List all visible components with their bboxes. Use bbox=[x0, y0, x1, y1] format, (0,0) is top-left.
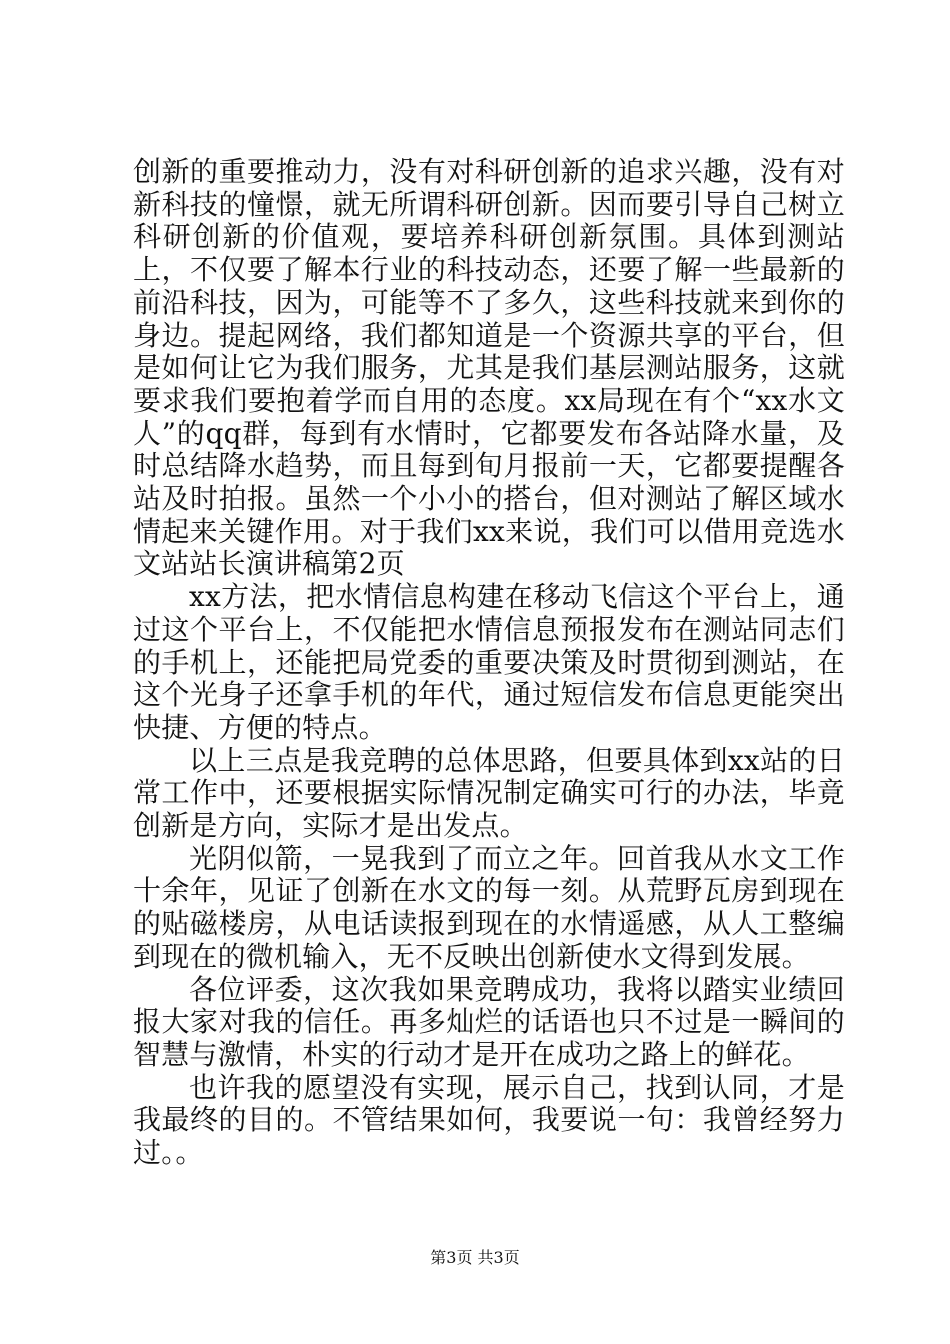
page-footer: 第3页 共3页 bbox=[430, 1248, 520, 1267]
paragraph-3: 以上三点是我竞聘的总体思路，但要具体到xx站的日常工作中，还要根据实际情况制定确实可行的办法，毕竟创新是方向，实际才是出发点。 bbox=[133, 743, 845, 843]
paragraph-2: xx方法，把水情信息构建在移动飞信这个平台上，通过这个平台上，不仅能把水情信息预报发布在测站同志们的手机上，还能把局党委的重要决策及时贯彻到测站，在这个光身子还拿手机的年代，通过短信发布信息更能突出快捷、方便的特点。 bbox=[133, 580, 845, 744]
paragraph-4: 光阴似箭，一晃我到了而立之年。回首我从水文工作十余年，见证了创新在水文的每一刻。从荒野瓦房到现在的贴磁楼房，从电话读报到现在的水情遥感，从人工整编到现在的微机输入，无不反映出创新使水文得到发展。 bbox=[133, 841, 845, 973]
document-body bbox=[133, 156, 845, 1170]
paragraph-6: 也许我的愿望没有实现，展示自己，找到认同，才是我最终的目的。不管结果如何，我要说一句：我曾经努力过。。 bbox=[133, 1070, 845, 1170]
paragraph-1: 创新的重要推动力，没有对科研创新的追求兴趣，没有对新科技的憧憬，就无所谓科研创新。因而要引导自己树立科研创新的价值观，要培养科研创新氛围。具体到测站上，不仅要了解本行业的科技动态，还要了解一些最新的前沿科技，因为，可能等不了多久，这些科技就来到你的身边。提起网络，我们都知道是一个资源共享的平台，但是如何让它为我们服务，尤其是我们基层测站服务，这就要求我们要抱着学而自用的态度。xx局现在有个“xx水文人”的qq群，每到有水情时，它都要发布各站降水量，及时总结降水趋势，而且每到旬月报前一天，它都要提醒各站及时拍报。虽然一个小小的搭台，但对测站了解区域水情起来关键作用。对于我们xx来说，我们可以借用竞选水文站站长演讲稿第2页 bbox=[133, 155, 845, 581]
paragraph-5: 各位评委，这次我如果竞聘成功，我将以踏实业绩回报大家对我的信任。再多灿烂的话语也只不过是一瞬间的智慧与激情，朴实的行动才是开在成功之路上的鲜花。 bbox=[133, 972, 845, 1071]
